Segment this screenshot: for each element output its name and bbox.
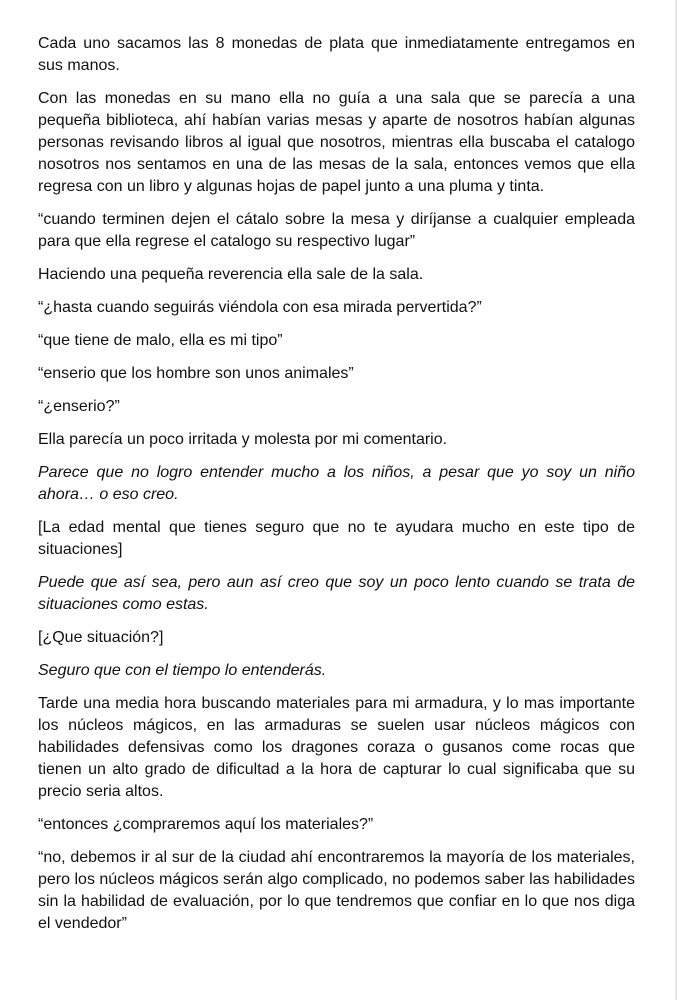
- paragraph: “cuando terminen dejen el cátalo sobre la mesa y diríjanse a cualquier empleada para que ella regrese el catalogo su respectivo lugar”: [38, 211, 635, 250]
- paragraph: “enserio que los hombre son unos animales”: [38, 365, 354, 382]
- paragraph-italic: Puede que así sea, pero aun así creo que soy un poco lento cuando se trata de situaciones como estas.: [38, 574, 635, 613]
- paragraph-italic: Parece que no logro entender mucho a los niños, a pesar que yo soy un niño ahora… o eso creo.: [38, 464, 635, 503]
- paragraph: [La edad mental que tienes seguro que no te ayudara mucho en este tipo de situaciones]: [38, 519, 635, 558]
- paragraph: Tarde una media hora buscando materiales para mi armadura, y lo mas importante los núcleos mágicos, en las armaduras se suelen usar núcleos mágicos con habilidades defensivas como los dragones coraza o gusanos come rocas que tienen un alto grado de dificultad a la hora de capturar lo cual significaba que su precio seria altos.: [38, 695, 635, 800]
- paragraph: Haciendo una pequeña reverencia ella sale de la sala.: [38, 266, 424, 283]
- paragraph: Con las monedas en su mano ella no guía a una sala que se parecía a una pequeña biblioteca, ahí habían varias mesas y aparte de nosotros habían algunas personas revisando libros al igual que nosotros, mientras ella buscaba el catalogo nosotros nos sentamos en una de las mesas de la sala, entonces vemos que ella regresa con un libro y algunas hojas de papel junto a una pluma y tinta.: [38, 90, 635, 195]
- document-body: [38, 33, 635, 946]
- paragraph-italic: Seguro que con el tiempo lo entenderás.: [38, 662, 327, 679]
- paragraph: “¿hasta cuando seguirás viéndola con esa mirada pervertida?”: [38, 299, 482, 316]
- paragraph: “entonces ¿compraremos aquí los materiales?”: [38, 816, 374, 833]
- paragraph: “no, debemos ir al sur de la ciudad ahí encontraremos la mayoría de los materiales, pero los núcleos mágicos serán algo complicado, no podemos saber las habilidades sin la habilidad de evaluación, por lo que tendremos que confiar en lo que nos diga el vendedor”: [38, 849, 635, 932]
- paragraph: “que tiene de malo, ella es mi tipo”: [38, 332, 283, 349]
- paragraph: Cada uno sacamos las 8 monedas de plata que inmediatamente entregamos en sus manos.: [38, 35, 635, 74]
- paragraph: [¿Que situación?]: [38, 629, 164, 646]
- paragraph: Ella parecía un poco irritada y molesta por mi comentario.: [38, 431, 448, 448]
- paragraph: “¿enserio?”: [38, 398, 120, 415]
